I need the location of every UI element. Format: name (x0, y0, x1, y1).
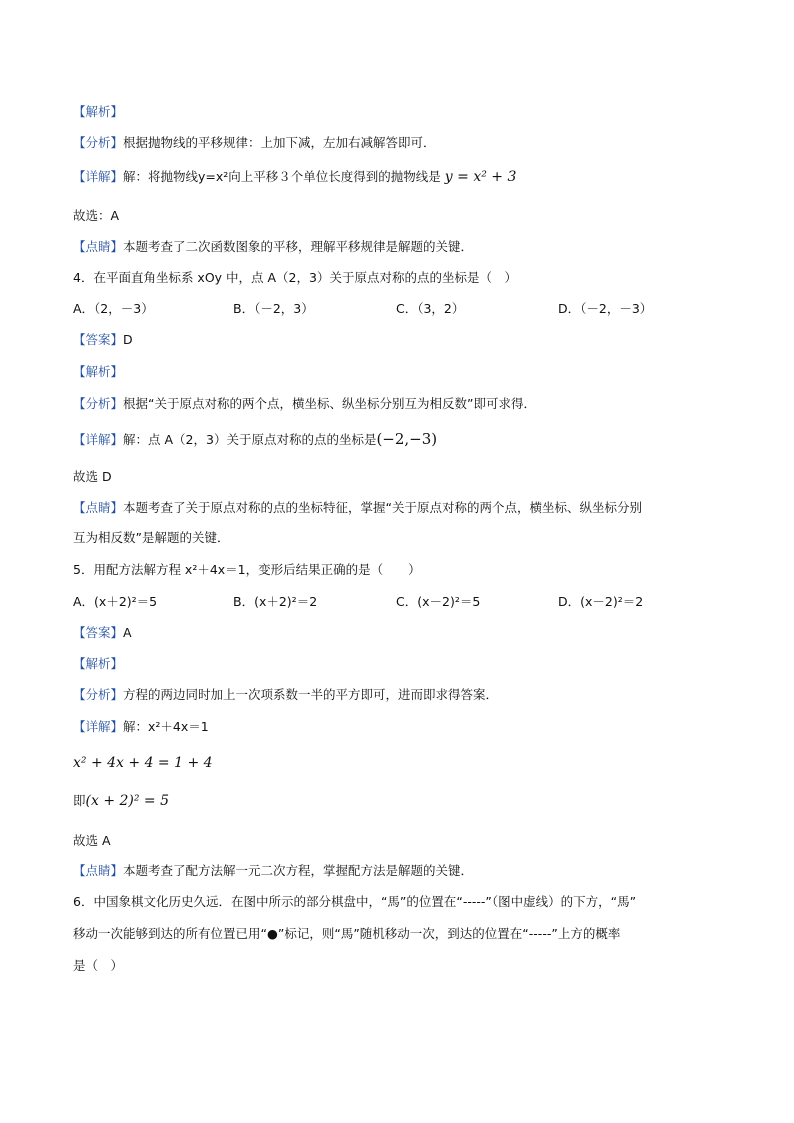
q5-remark: 【点睛】本题考查了配方法解一元二次方程，掌握配方法是解题的关键． (73, 863, 474, 878)
q5-option-c: C．(x－2)²＝5 (396, 594, 481, 609)
q5-answer: 【答案】A (73, 625, 132, 640)
q5-detail: 【详解】解：x²＋4x＝1 (73, 719, 209, 734)
q5-stem: 5．用配方法解方程 x²＋4x＝1，变形后结果正确的是（ ） (73, 562, 421, 577)
q6-stem-line2: 移动一次能够到达的所有位置已用“●”标记，则“馬”随机移动一次，到达的位置在“-----”上方的概率 (73, 926, 621, 941)
remark-tag: 【点睛】 (73, 239, 124, 254)
q5-option-b: B．(x＋2)²＝2 (233, 594, 318, 609)
q4-analysis: 【分析】根据“关于原点对称的两个点，横坐标、纵坐标分别互为相反数”即可求得． (73, 396, 536, 411)
q3-analysis: 【分析】根据抛物线的平移规律：上加下减，左加右减解答即可． (73, 135, 436, 150)
q5-jiexi-tag: 【解析】 (73, 656, 124, 671)
q5-step2-formula: (x + 2)² = 5 (85, 793, 170, 809)
q6-stem-line1: 6．中国象棋文化历史久远．在图中所示的部分棋盘中，“馬”的位置在“-----”（图中虚线）的下方，“馬” (73, 894, 637, 909)
q5-option-a: A．(x＋2)²＝5 (73, 594, 158, 609)
q3-detail: 【详解】解：将抛物线y=x²向上平移３个单位长度得到的抛物线是 y = x² + 3 (73, 169, 517, 185)
q4-detail: 【详解】解：点 A（2，3）关于原点对称的点的坐标是(−2,−3) (73, 430, 438, 448)
q3-result-formula: y = x² + 3 (444, 169, 517, 185)
q4-stem: 4．在平面直角坐标系 xOy 中，点 A（2，3）关于原点对称的点的坐标是（ ） (73, 270, 517, 285)
q4-remark: 【点睛】本题考查了关于原点对称的点的坐标特征，掌握“关于原点对称的两个点，横坐标、纵坐标分别 (73, 500, 642, 515)
q4-option-d: D．（－2，－3） (558, 301, 653, 316)
analysis-tag: 【分析】 (73, 135, 124, 150)
q5-step1-formula: x² + 4x + 4 = 1 + 4 (73, 755, 213, 771)
q3-jiexi-tag: 【解析】 (73, 104, 124, 119)
q4-option-b: B．（－2，3） (233, 301, 314, 316)
q4-option-c: C．（3，2） (396, 301, 465, 316)
q3-answer-choice: 故选：A (73, 208, 120, 223)
q4-answer-choice: 故选 D (73, 469, 112, 484)
q3-remark: 【点睛】本题考查了二次函数图象的平移，理解平移规律是解题的关键． (73, 239, 474, 254)
q5-answer-choice: 故选 A (73, 833, 111, 848)
q6-stem-line3: 是（ ） (73, 958, 124, 973)
q4-result-coordinate: (−2,−3) (376, 430, 438, 448)
q5-analysis: 【分析】方程的两边同时加上一次项系数一半的平方即可，进而即求得答案． (73, 687, 499, 702)
q4-remark-cont: 互为相反数”是解题的关键． (73, 530, 230, 545)
q4-option-a: A．（2，－3） (73, 301, 154, 316)
q4-jiexi-tag: 【解析】 (73, 364, 124, 379)
q5-step2: 即(x + 2)² = 5 (73, 793, 170, 809)
detail-tag: 【详解】 (73, 169, 124, 184)
q5-option-d: D．(x－2)²＝2 (558, 594, 644, 609)
q4-answer: 【答案】D (73, 332, 133, 347)
